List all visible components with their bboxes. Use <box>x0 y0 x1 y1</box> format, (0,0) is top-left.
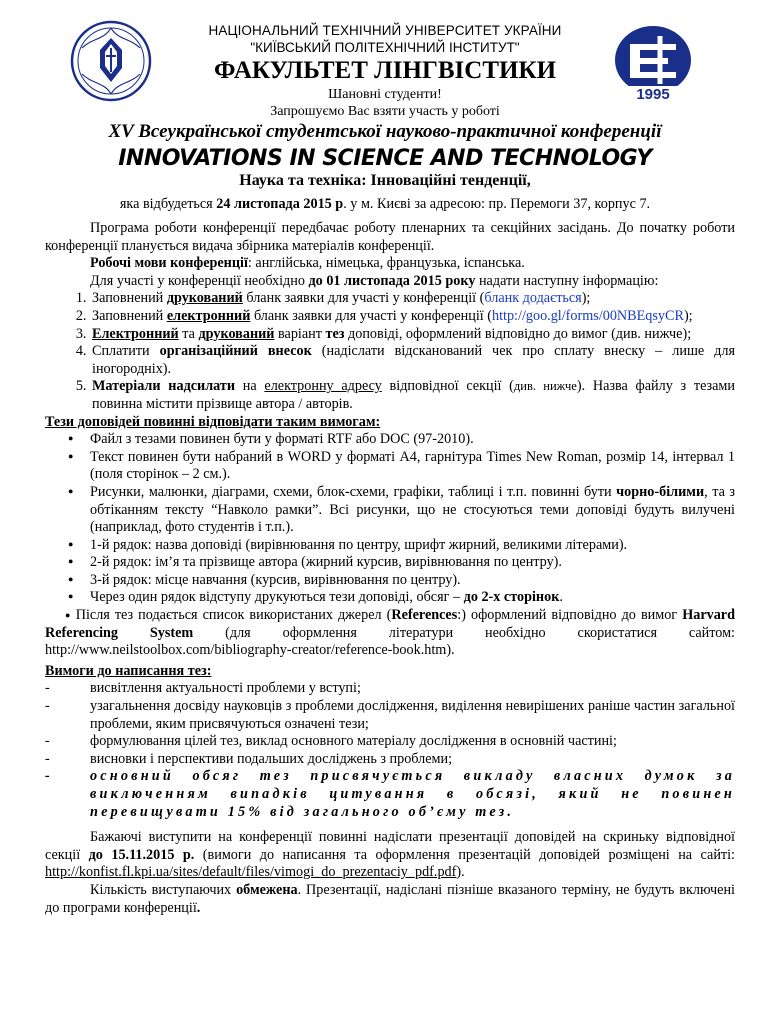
list-item: - висвітлення актуальності проблеми у вступі; <box>90 680 735 698</box>
list-item: ● Рисунки, малюнки, діаграми, схеми, блок-схеми, графіки, таблиці і т.п. повинні бути чорно-білими, та з обтіканням тексту “Навколо рамки”. Всі рисунки, що не стосуються теми доповіді будуть вилучені (наприклад, фото студентів і т.п.). <box>90 484 735 537</box>
conference-subtitle: Наука та техніка: Інноваційні тенденції, <box>239 172 531 189</box>
limited-paragraph: Кількість виступаючих обмежена. Презентації, надіслані пізніше вказаного терміну, не будуть включені до програми конференції. <box>45 881 735 916</box>
languages-paragraph: Робочі мови конференції: англійська, німецька, французька, іспанська. <box>90 255 525 272</box>
list-item: - формулювання цілей тез, виклад основного матеріалу дослідження в основній частині; <box>90 733 735 751</box>
deadline: до 01 листопада 2015 року <box>308 272 476 289</box>
requirements-heading: Тези доповідей повинні відповідати таким вимогам: <box>45 413 381 430</box>
conference-date-place: яка відбудеться 24 листопада 2015 р. у м. Києві за адресою: пр. Перемоги 37, корпус 7. <box>119 196 651 212</box>
participation-paragraph: Для участі у конференції необхідно до 01 листопада 2015 року надати наступну інформацію: <box>90 272 659 289</box>
list-item: - узагальнення досвіду науковців з проблеми дослідження, виділення невирішених раніше частин загальної проблеми, яким присвячуються означені тези; <box>90 698 735 733</box>
steps-list <box>45 290 735 413</box>
list-item: ● 1-й рядок: назва доповіді (вирівнювання по центру, шрифт жирний, великими літерами). <box>90 537 735 555</box>
list-item: - основний обсяг тез присвячується викладу власних думок за виключенням випадків цитування в обсязі, який не повинен перевищувати 15% від загального об’єму тез. <box>90 768 735 821</box>
list-item: ● Текст повинен бути набраний в WORD у форматі А4, гарнітура Times New Roman, розмір 14, інтервал 1 (поля сторінок – 2 см.). <box>90 449 735 484</box>
list-item: 2. Заповнений електронний бланк заявки для участі у конференції (http://goo.gl/forms/00NBEqsyCR); <box>90 308 735 326</box>
list-item: - висновки і перспективи подальших досліджень з проблеми; <box>90 751 735 769</box>
university-name-line1: НАЦІОНАЛЬНИЙ ТЕХНІЧНИЙ УНІВЕРСИТЕТ УКРАЇНИ <box>208 23 562 38</box>
logo-year: 1995 <box>636 86 670 102</box>
google-form-link[interactable]: http://goo.gl/forms/00NBEqsyCR <box>491 307 684 324</box>
list-item: ● Файл з тезами повинен бути у форматі RTF або DOC (97-2010). <box>90 431 735 449</box>
form-attached-link[interactable]: бланк додається <box>484 290 582 307</box>
university-seal-icon <box>70 20 152 102</box>
writing-list <box>45 680 735 821</box>
list-item: ● 2-й рядок: ім’я та прізвище автора (жирний курсив, вирівнювання по центру). <box>90 554 735 572</box>
list-item: 5. Матеріали надсилати на електронну адресу відповідної секції (див. нижче). Назва файлу з тезами повинна містити прізвище автора / авторів. <box>90 378 735 413</box>
list-item: ● 3-й рядок: місце навчання (курсив, вирівнювання по центру). <box>90 572 735 590</box>
invitation-line: Запрошуємо Вас взяти участь у роботі <box>270 104 500 119</box>
references-paragraph: ● Після тез подається список використаних джерел (References:) оформлений відповідно до вимог Harvard Referencing System (для оформлення літератури необхідно скористатися сайтом: http://www.neilstoolbox.com/bibliography-creator/reference-book.htm). <box>45 607 735 659</box>
university-name-line2: "КИЇВСЬКИЙ ПОЛІТЕХНІЧНИЙ ІНСТИТУТ" <box>250 40 520 55</box>
presentation-requirements-link[interactable]: http://konfist.fl.kpi.ua/sites/default/files/vimogi_do_prezentaciy_pdf.pdf <box>45 864 457 881</box>
conference-name: XV Всеукраїнської студентської науково-практичної конференції <box>108 121 662 142</box>
program-paragraph: Програма роботи конференції передбачає роботу пленарних та секційних засідань. До початку роботи конференції планується видача збірника матеріалів конференції. <box>45 220 735 254</box>
greeting: Шановні студенти! <box>328 87 442 102</box>
presentation-paragraph: Бажаючі виступити на конференції повинні надіслати презентації доповідей на скриньку відповідної секції до 15.11.2015 р. (вимоги до написання та оформлення презентацій доповідей розміщені на сайті: http://konfist.fl.kpi.ua/sites/default/files/vimogi_do_prezentaciy_pdf.pdf). <box>45 829 735 881</box>
list-item: ● Через один рядок відступу друкуються тези доповіді, обсяг – до 2-х сторінок. <box>90 589 735 607</box>
conference-title-en: INNOVATIONS IN SCIENCE AND TECHNOLOGY <box>118 146 652 171</box>
faculty-title: ФАКУЛЬТЕТ ЛІНГВІСТИКИ <box>213 57 557 84</box>
header <box>0 0 770 212</box>
faculty-logo-icon <box>608 22 698 102</box>
list-item: 1. Заповнений друкований бланк заявки для участі у конференції (бланк додається); <box>90 290 735 308</box>
conference-date: 24 листопада 2015 р <box>216 196 344 212</box>
writing-heading: Вимоги до написання тез: <box>45 662 212 679</box>
document-body <box>45 220 735 917</box>
requirements-list <box>45 431 735 607</box>
list-item: 4. Сплатити організаційний внесок (надіслати відсканований чек про сплату внеску – лише для іногородніх). <box>90 343 735 378</box>
list-item: 3. Електронний та друкований варіант тез доповіді, оформлений відповідно до вимог (див. нижче); <box>90 326 735 344</box>
